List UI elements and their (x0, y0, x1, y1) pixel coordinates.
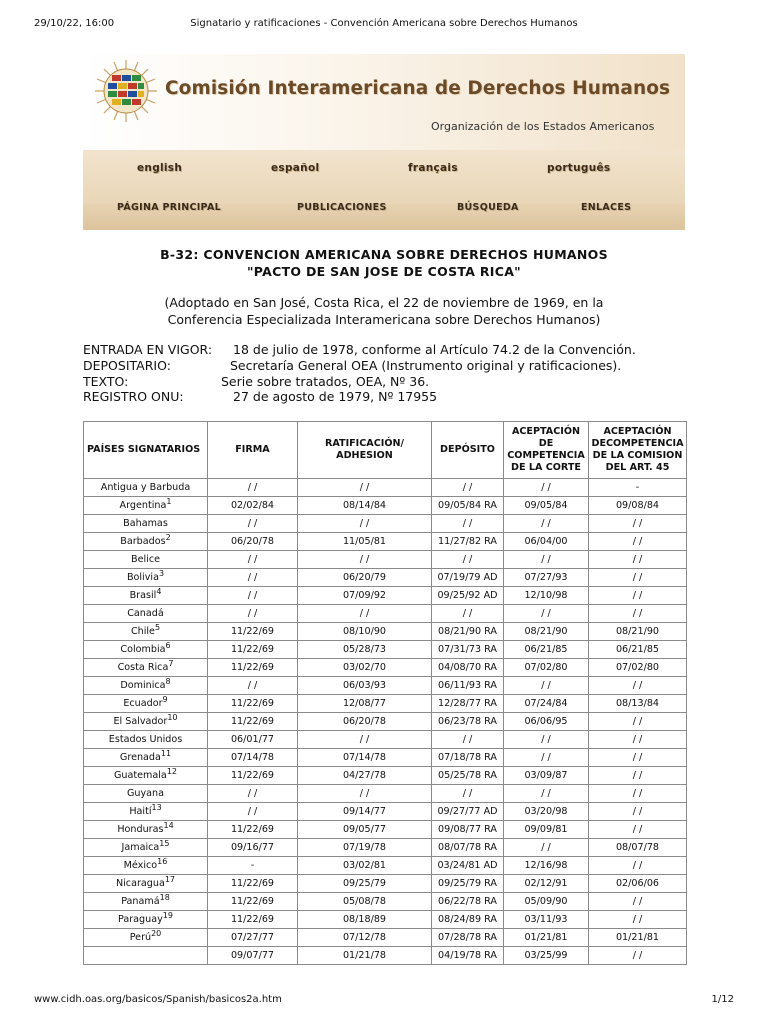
col-header-signature: FIRMA (208, 422, 298, 479)
cell-country (84, 623, 208, 641)
cell-deposito: / / (432, 731, 504, 749)
footnote-ref[interactable]: 2 (165, 532, 171, 542)
cell-corte: 08/21/90 (504, 623, 589, 641)
cell-corte: 02/12/91 (504, 875, 589, 893)
table-row (84, 911, 687, 929)
cell-corte: 07/27/93 (504, 569, 589, 587)
cell-ratif: 12/08/77 (298, 695, 432, 713)
table-row (84, 767, 687, 785)
table-row (84, 533, 687, 551)
cell-comision: / / (589, 515, 687, 533)
cell-country (84, 641, 208, 659)
cell-ratif: 06/03/93 (298, 677, 432, 695)
country-name: Panamá (121, 896, 160, 907)
cell-country (84, 911, 208, 929)
cell-ratif: 01/21/78 (298, 947, 432, 965)
cell-comision: 08/21/90 (589, 623, 687, 641)
cell-country (84, 749, 208, 767)
cell-ratif: / / (298, 515, 432, 533)
print-url: www.cidh.oas.org/basicos/Spanish/basicos2a.htm (34, 994, 282, 1005)
cell-ratif: 09/14/77 (298, 803, 432, 821)
org-title: Comisión Interamericana de Derechos Humanos (165, 78, 671, 99)
cell-country (84, 551, 208, 569)
country-name: Barbados (120, 536, 166, 547)
cell-country (84, 569, 208, 587)
meta-value: Secretaría General OEA (Instrumento original y ratificaciones). (230, 358, 622, 373)
country-name: Canadá (127, 608, 164, 619)
footnote-ref[interactable]: 4 (156, 586, 162, 596)
cell-comision: / / (589, 857, 687, 875)
cell-comision: / / (589, 947, 687, 965)
cell-deposito: 08/24/89 RA (432, 911, 504, 929)
country-name: Bolivia (126, 572, 159, 583)
cell-ratif: 07/09/92 (298, 587, 432, 605)
cell-ratif: / / (298, 731, 432, 749)
cell-firma: 07/27/77 (208, 929, 298, 947)
cell-corte: 01/21/81 (504, 929, 589, 947)
cell-ratif: 05/28/73 (298, 641, 432, 659)
cell-country (84, 497, 208, 515)
cell-corte: / / (504, 515, 589, 533)
cell-comision: / / (589, 785, 687, 803)
cell-corte: 03/20/98 (504, 803, 589, 821)
adoption-note-line2: Conferencia Especializada Interamericana sobre Derechos Humanos) (167, 312, 601, 327)
footnote-ref[interactable]: 17 (164, 874, 176, 884)
cell-country (84, 857, 208, 875)
cell-country (84, 533, 208, 551)
cell-deposito: 07/28/78 RA (432, 929, 504, 947)
print-page-title: Signatario y ratificaciones - Convención Americana sobre Derechos Humanos (190, 18, 578, 29)
cell-ratif: / / (298, 605, 432, 623)
cell-ratif: 07/19/78 (298, 839, 432, 857)
country-name: Guatemala (113, 770, 167, 781)
cell-comision: / / (589, 749, 687, 767)
cell-deposito: 05/25/78 RA (432, 767, 504, 785)
cell-firma: / / (208, 677, 298, 695)
cell-deposito: / / (432, 479, 504, 497)
cell-firma: 11/22/69 (208, 623, 298, 641)
country-name: Dominica (120, 680, 166, 691)
col-header-deposit: DEPÓSITO (432, 422, 504, 479)
footnote-ref[interactable]: 7 (168, 658, 174, 668)
cell-firma: 11/22/69 (208, 641, 298, 659)
cell-deposito: / / (432, 605, 504, 623)
table-row (84, 479, 687, 497)
country-name: Colombia (120, 644, 166, 655)
table-row (84, 677, 687, 695)
cell-firma: / / (208, 587, 298, 605)
country-name: Haití (129, 806, 152, 817)
footnote-ref[interactable]: 13 (151, 802, 162, 812)
cell-deposito: 07/31/73 RA (432, 641, 504, 659)
table-row (84, 893, 687, 911)
table-row (84, 857, 687, 875)
cell-comision: / / (589, 713, 687, 731)
cell-country (84, 659, 208, 677)
cell-firma: / / (208, 605, 298, 623)
cell-firma: 11/22/69 (208, 767, 298, 785)
cell-ratif: 06/20/79 (298, 569, 432, 587)
table-row (84, 515, 687, 533)
footnote-ref[interactable]: 3 (158, 568, 165, 578)
org-subtitle: Organización de los Estados Americanos (431, 120, 655, 133)
cell-firma: / / (208, 569, 298, 587)
table-row (84, 731, 687, 749)
cell-comision: 08/07/78 (589, 839, 687, 857)
table-row (84, 875, 687, 893)
cell-country (84, 713, 208, 731)
cell-firma: 09/16/77 (208, 839, 298, 857)
footnote-ref[interactable]: 1 (166, 496, 172, 506)
cell-country (84, 947, 208, 965)
cell-firma: / / (208, 551, 298, 569)
footnote-ref[interactable]: 12 (166, 766, 177, 776)
meta-key: DEPOSITARIO: (83, 358, 171, 373)
cell-corte: / / (504, 731, 589, 749)
banner-header (83, 54, 685, 150)
cell-corte: 03/09/87 (504, 767, 589, 785)
cell-corte: 06/21/85 (504, 641, 589, 659)
footnote-ref[interactable]: 14 (163, 820, 174, 830)
cell-corte: / / (504, 785, 589, 803)
table-header-row (84, 422, 687, 479)
cell-firma: 11/22/69 (208, 713, 298, 731)
cell-country (84, 515, 208, 533)
lang-francais-link[interactable]: français (408, 162, 458, 174)
cell-firma: 07/14/78 (208, 749, 298, 767)
cell-firma: 02/02/84 (208, 497, 298, 515)
cell-deposito: 03/24/81 AD (432, 857, 504, 875)
cell-comision: / / (589, 911, 687, 929)
cell-deposito: 08/07/78 RA (432, 839, 504, 857)
meta-value: Serie sobre tratados, OEA, Nº 36. (221, 374, 430, 389)
table-row (84, 785, 687, 803)
cell-deposito: 07/18/78 RA (432, 749, 504, 767)
cell-corte: 09/09/81 (504, 821, 589, 839)
country-name: Jamaica (121, 842, 160, 853)
col-header-commission-competence: ACEPTACIÓN DECOMPETENCIA DE LA COMISION DEL ART. 45 (589, 422, 687, 479)
lang-english-link[interactable]: english (137, 162, 183, 174)
signatories-table (83, 421, 687, 965)
cell-country (84, 875, 208, 893)
col-header-ratification: RATIFICACIÓN/ ADHESION (298, 422, 432, 479)
cell-corte: / / (504, 605, 589, 623)
nav-search-link[interactable]: BÚSQUEDA (457, 202, 519, 213)
cell-country (84, 479, 208, 497)
document-title-line1: B-32: CONVENCION AMERICANA SOBRE DERECHOS HUMANOS (160, 247, 608, 262)
cell-corte: 09/05/84 (504, 497, 589, 515)
cell-corte: 12/10/98 (504, 587, 589, 605)
lang-espanol-link[interactable]: español (271, 162, 320, 174)
cell-comision: / / (589, 605, 687, 623)
cell-deposito: 09/08/77 RA (432, 821, 504, 839)
cell-ratif: 05/08/78 (298, 893, 432, 911)
table-row (84, 569, 687, 587)
cell-comision: 07/02/80 (589, 659, 687, 677)
cell-firma: 11/22/69 (208, 821, 298, 839)
cell-comision: / / (589, 821, 687, 839)
col-header-countries: PAÍSES SIGNATARIOS (84, 422, 208, 479)
cell-ratif: 04/27/78 (298, 767, 432, 785)
cell-firma: 11/22/69 (208, 893, 298, 911)
cell-ratif: / / (298, 785, 432, 803)
cell-corte: 05/09/90 (504, 893, 589, 911)
nav-publications-link[interactable]: PUBLICACIONES (297, 202, 387, 213)
country-name: Perú (129, 932, 152, 943)
table-row (84, 605, 687, 623)
cell-country (84, 785, 208, 803)
footnote-ref[interactable]: 10 (167, 712, 178, 722)
table-row (84, 551, 687, 569)
table-row (84, 587, 687, 605)
print-page-number: 1/12 (711, 994, 734, 1005)
cell-deposito: 09/25/92 AD (432, 587, 504, 605)
country-name: Costa Rica (117, 662, 169, 673)
country-name: Belice (131, 554, 160, 565)
table-row (84, 641, 687, 659)
country-name: Guyana (126, 788, 165, 799)
cell-comision: 09/08/84 (589, 497, 687, 515)
cell-country (84, 839, 208, 857)
footnote-ref[interactable]: 6 (165, 640, 171, 650)
cell-deposito: / / (432, 785, 504, 803)
cell-comision: 01/21/81 (589, 929, 687, 947)
cell-deposito: 12/28/77 RA (432, 695, 504, 713)
cell-comision: / / (589, 677, 687, 695)
cell-ratif: 08/10/90 (298, 623, 432, 641)
cell-comision: 02/06/06 (589, 875, 687, 893)
footnote-ref[interactable]: 15 (159, 838, 170, 848)
cell-ratif: 07/14/78 (298, 749, 432, 767)
cell-comision: / / (589, 569, 687, 587)
cell-firma: 11/22/69 (208, 695, 298, 713)
cell-firma: 06/20/78 (208, 533, 298, 551)
cell-corte: 03/25/99 (504, 947, 589, 965)
cell-country (84, 587, 208, 605)
cell-corte: / / (504, 677, 589, 695)
table-body (84, 479, 687, 965)
nav-home-link[interactable]: PÁGINA PRINCIPAL (117, 202, 221, 213)
meta-value: 18 de julio de 1978, conforme al Artículo 74.2 de la Convención. (233, 342, 636, 357)
cell-comision: 08/13/84 (589, 695, 687, 713)
cell-corte: / / (504, 749, 589, 767)
cell-ratif: 09/05/77 (298, 821, 432, 839)
footnote-ref[interactable]: 11 (160, 748, 172, 758)
meta-key: ENTRADA EN VIGOR: (83, 342, 213, 357)
meta-key: REGISTRO ONU: (83, 389, 184, 404)
cell-corte: 03/11/93 (504, 911, 589, 929)
cell-corte: 07/02/80 (504, 659, 589, 677)
cell-corte: 07/24/84 (504, 695, 589, 713)
country-name: Honduras (117, 824, 164, 835)
cell-ratif: 09/25/79 (298, 875, 432, 893)
cell-ratif: 08/14/84 (298, 497, 432, 515)
cell-firma: 09/07/77 (208, 947, 298, 965)
document-title-line2: "PACTO DE SAN JOSE DE COSTA RICA" (247, 264, 521, 279)
cell-ratif: 11/05/81 (298, 533, 432, 551)
cell-firma: / / (208, 479, 298, 497)
cell-deposito: 09/27/77 AD (432, 803, 504, 821)
cell-deposito: 08/21/90 RA (432, 623, 504, 641)
cell-deposito: 06/11/93 RA (432, 677, 504, 695)
cell-country (84, 605, 208, 623)
oas-logo-icon (93, 58, 159, 124)
cell-deposito: 06/23/78 RA (432, 713, 504, 731)
print-datetime: 29/10/22, 16:00 (34, 18, 115, 29)
site-banner (83, 54, 685, 230)
cell-country (84, 803, 208, 821)
table-row (84, 749, 687, 767)
language-bar (83, 150, 685, 204)
country-name: Estados Unidos (108, 734, 183, 745)
lang-portugues-link[interactable]: português (547, 162, 611, 174)
cell-firma: 11/22/69 (208, 659, 298, 677)
cell-country (84, 695, 208, 713)
cell-comision: / / (589, 767, 687, 785)
cell-ratif: 07/12/78 (298, 929, 432, 947)
footnote-ref[interactable]: 9 (162, 694, 168, 704)
cell-country (84, 731, 208, 749)
cell-firma: 06/01/77 (208, 731, 298, 749)
meta-key: TEXTO: (83, 374, 129, 389)
table-row (84, 623, 687, 641)
cell-firma: / / (208, 785, 298, 803)
footnote-ref[interactable]: 8 (165, 676, 171, 686)
cell-comision: - (589, 479, 687, 497)
cell-ratif: 06/20/78 (298, 713, 432, 731)
cell-corte: / / (504, 551, 589, 569)
cell-corte: 06/04/00 (504, 533, 589, 551)
cell-comision: / / (589, 803, 687, 821)
country-name: El Salvador (113, 716, 168, 727)
table-row (84, 803, 687, 821)
footnote-ref[interactable]: 5 (154, 622, 161, 632)
cell-comision: 06/21/85 (589, 641, 687, 659)
country-name: Ecuador (123, 698, 163, 709)
cell-firma: - (208, 857, 298, 875)
table-row (84, 839, 687, 857)
footnote-ref[interactable]: 19 (162, 910, 173, 920)
cell-deposito: / / (432, 551, 504, 569)
cell-country (84, 821, 208, 839)
col-header-court-competence: ACEPTACIÓN DE COMPETENCIA DE LA CORTE (504, 422, 589, 479)
cell-corte: 12/16/98 (504, 857, 589, 875)
cell-firma: 11/22/69 (208, 911, 298, 929)
country-name: Nicaragua (115, 878, 165, 889)
cell-firma: / / (208, 515, 298, 533)
table-row (84, 659, 687, 677)
table-row (84, 947, 687, 965)
cell-country (84, 929, 208, 947)
cell-ratif: / / (298, 551, 432, 569)
country-name: Chile (130, 626, 155, 637)
meta-value: 27 de agosto de 1979, Nº 17955 (233, 389, 438, 404)
table-row (84, 713, 687, 731)
cell-deposito: 07/19/79 AD (432, 569, 504, 587)
cell-comision: / / (589, 551, 687, 569)
cell-deposito: / / (432, 515, 504, 533)
cell-comision: / / (589, 533, 687, 551)
cell-comision: / / (589, 731, 687, 749)
footnote-ref[interactable]: 20 (151, 928, 162, 938)
cell-comision: / / (589, 587, 687, 605)
cell-country (84, 677, 208, 695)
country-name: México (123, 860, 158, 871)
cell-deposito: 09/05/84 RA (432, 497, 504, 515)
cell-deposito: 04/19/78 RA (432, 947, 504, 965)
cell-ratif: / / (298, 479, 432, 497)
cell-corte: / / (504, 839, 589, 857)
cell-corte: / / (504, 479, 589, 497)
footnote-ref[interactable]: 18 (159, 892, 170, 902)
cell-comision: / / (589, 893, 687, 911)
cell-deposito: 09/25/79 RA (432, 875, 504, 893)
cell-country (84, 893, 208, 911)
cell-deposito: 04/08/70 RA (432, 659, 504, 677)
cell-ratif: 03/02/81 (298, 857, 432, 875)
main-nav-bar (83, 204, 685, 230)
cell-deposito: 06/22/78 RA (432, 893, 504, 911)
nav-links-link[interactable]: ENLACES (581, 202, 632, 213)
table-row (84, 497, 687, 515)
country-name: Brasil (129, 590, 157, 601)
country-name: Antigua y Barbuda (100, 482, 191, 493)
cell-ratif: 03/02/70 (298, 659, 432, 677)
cell-country (84, 767, 208, 785)
table-row (84, 695, 687, 713)
cell-deposito: 11/27/82 RA (432, 533, 504, 551)
country-name: Paraguay (118, 914, 163, 925)
country-name: Argentina (119, 500, 167, 511)
table-row (84, 929, 687, 947)
table-row (84, 821, 687, 839)
cell-firma: / / (208, 803, 298, 821)
cell-ratif: 08/18/89 (298, 911, 432, 929)
footnote-ref[interactable]: 16 (157, 856, 168, 866)
country-name: Grenada (119, 752, 161, 763)
country-name: Bahamas (123, 518, 168, 529)
cell-corte: 06/06/95 (504, 713, 589, 731)
adoption-note-line1: (Adoptado en San José, Costa Rica, el 22 de noviembre de 1969, en la (164, 295, 604, 310)
cell-firma: 11/22/69 (208, 875, 298, 893)
